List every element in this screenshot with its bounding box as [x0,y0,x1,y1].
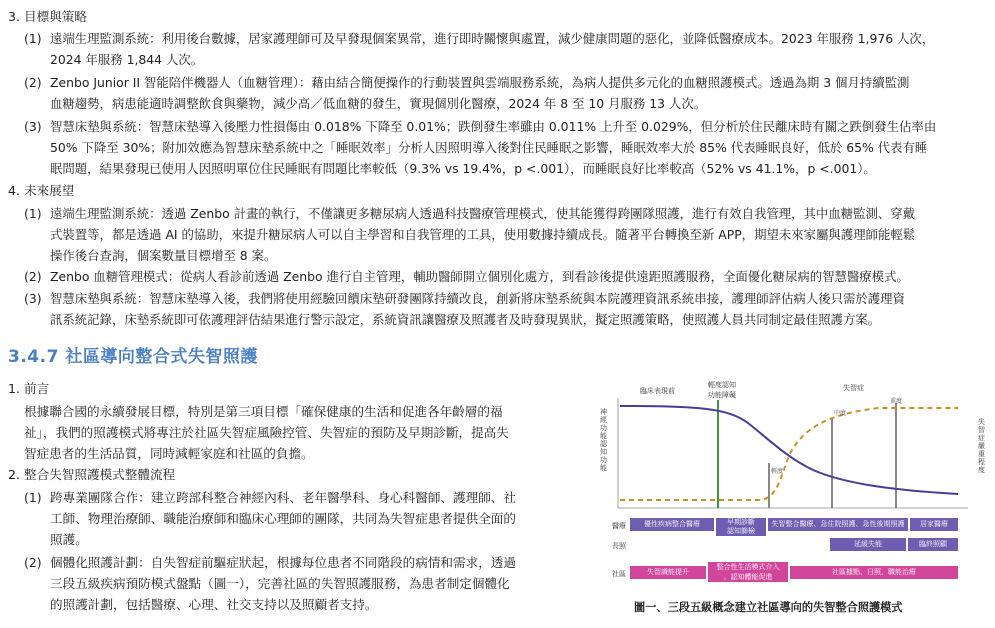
p1-heading: 1. 前言 [8,381,50,396]
label-preclinical: 臨床表現前 [640,387,675,395]
bar-longterm-1: 延緩失能 [830,538,906,551]
p2-item-1-line-2: 工師、物理治療師、職能治療師和臨床心理師的團隊，共同為失智症患者提供全面的 [50,511,516,526]
s3-item-1-line-2: 2024 年服務 1,844 人次。 [50,52,204,67]
bar-community-3: 社區據點、日照、職能治療 [790,566,958,579]
row-longterm-label: 長照 [612,542,626,550]
s4-item-1-line-2: 式裝置等，都是透過 AI 的協助，來提升糖尿病人可以自主學習和自我管理的工具，使用數據持續成長。隨著平台轉換至新 APP，期望未來家屬與護理師能輕鬆 [50,227,916,242]
s3-item-1-line-1: 遠端生理監測系統：利用後台數據，居家護理師可及早發現個案異常，進行即時關懷與處置，減少健康問題的惡化，並降低醫療成本。2023 年服務 1,976 人次， [50,31,935,46]
p2-item-2-line-3: 的照護計劃，包括醫療、心理、社交支持以及照顧者支持。 [50,597,378,612]
label-dementia: 失智症 [843,384,864,392]
section-3-heading: 3. 目標與策略 [8,9,87,24]
bar-medical-2: 早期診斷 認知篩檢 [716,518,766,536]
p2-heading: 2. 整合失智照護模式整體流程 [8,467,176,482]
bar-community-2: 整合性生活模式介入 、認知體能促進 [708,562,788,582]
p1-line-1: 根據聯合國的永續發展目標，特別是第三項目標「確保健康的生活和促進各年齡層的福 [24,404,503,419]
p2-item-2-line-1: 個體化照護計劃：自失智症前驅症狀起，根據每位患者不同階段的病情和需求，透過 [50,555,516,570]
s4-item-2-number: (2) [24,269,42,284]
bar-medical-3: 失智整合醫療、急住院照護、急性後期照護 [768,518,908,531]
s4-item-3-number: (3) [24,291,42,306]
dementia-care-figure [598,378,990,600]
s3-item-2-line-1: Zenbo Junior II 智能陪伴機器人（血糖管理）：藉由結合簡便操作的行動裝置與雲端服務系統，為病人提供多元化的血糖照護模式。透過為期 3 個月持續監測 [50,75,910,90]
row-medical-label: 醫療 [612,522,626,530]
y-axis-right-label: 失智症嚴重程度 [978,418,985,474]
section-4-heading: 4. 未來展望 [8,183,75,198]
s3-item-3-number: (3) [24,119,42,134]
s3-item-3-line-2: 50% 下降至 30%；附加效應為智慧床墊系統中之「睡眠效率」分析人因照明導入後對住民睡眠之影響，睡眠效率大於 85% 代表睡眠良好，低於 65% 代表有睡 [50,140,928,155]
s4-item-1-line-1: 遠端生理監測系統：透過 Zenbo 計畫的執行，不僅讓更多糖尿病人透過科技醫療管理模式，使其能獲得跨團隊照護，進行有效自我管理，其中血糖監測、穿戴 [50,206,916,221]
p2-item-1-line-1: 跨專業團隊合作：建立跨部科整合神經內科、老年醫學科、身心科醫師、護理師、社 [50,490,516,505]
s3-item-3-line-1: 智慧床墊與系統：智慧床墊導入後壓力性損傷由 0.018% 下降至 0.01%；跌倒發生率雖由 0.011% 上升至 0.029%，但分析於住民離床時有關之跌倒發生佔率由 [50,119,937,134]
p2-item-2-number: (2) [24,555,42,570]
severity-mild: 輕度 [771,468,784,475]
p2-item-1-line-3: 照護。 [50,532,88,547]
label-mci: 輕度認知 功能障礙 [708,381,736,399]
p1-line-2: 祉」，我們的照護模式將專注於社區失智症風險控管、失智症的預防及早期診斷，提高失 [24,425,509,440]
section-title: 3.4.7 社區導向整合式失智照護 [8,347,258,367]
p2-item-1-number: (1) [24,490,42,505]
figure-caption: 圖一、三段五級概念建立社區導向的失智整合照護模式 [634,601,903,614]
p2-item-2-line-2: 三段五級疾病預防模式盤點（圖一），完善社區的失智照護服務，為患者制定個體化 [50,576,510,591]
s4-item-3-line-1: 智慧床墊與系統：智慧床墊導入後，我們將使用經驗回饋床墊研發團隊持續改良，創新將床墊系統與本院護理資訊系統串接，護理師評估病人後只需於護理資 [50,291,905,306]
s3-item-2-line-2: 血糖趨勢，病患能適時調整飲食與藥物，減少高／低血糖的發生，實現個別化醫療，2024 年 8 至 10 月服務 13 人次。 [50,96,707,111]
p1-line-3: 智症患者的生活品質，同時減輕家庭和社區的負擔。 [24,446,314,461]
severity-moderate: 中度 [834,410,847,417]
severity-severe: 重度 [890,398,903,405]
y-axis-left-label: 神經功能認知功能 [600,408,607,472]
s4-item-1-line-3: 操作後台查詢，個案數量目標增至 8 案。 [50,248,277,263]
bar-medical-1: 優性疾病整合醫療 [630,518,714,531]
bar-community-1: 失智識能提升 [630,566,706,579]
row-community-label: 社區 [612,570,626,578]
bar-longterm-2: 臨終照顧 [908,538,958,551]
s4-item-2-line-1: Zenbo 血糖管理模式：從病人看診前透過 Zenbo 進行自主管理，輔助醫師開立個別化處方，到看診後提供遠距照護服務，全面優化糖尿病的智慧醫療模式。 [50,269,909,284]
bar-medical-4: 居家醫療 [910,518,958,531]
s3-item-1-number: (1) [24,31,42,46]
s3-item-2-number: (2) [24,75,42,90]
s4-item-3-line-2: 訊系統記錄，床墊系統即可依護理評估結果進行警示設定，系統資訊讓醫療及照護者及時發現異狀，擬定照護策略，使照護人員共同制定最佳照護方案。 [50,312,881,327]
s4-item-1-number: (1) [24,206,42,221]
s3-item-3-line-3: 眠問題，結果發現已使用人因照明單位住民睡眠有問題比率較低（9.3% vs 19.4%，p <.001），而睡眠良好比率較高（52% vs 41.1%，p <.001）。 [50,161,876,176]
